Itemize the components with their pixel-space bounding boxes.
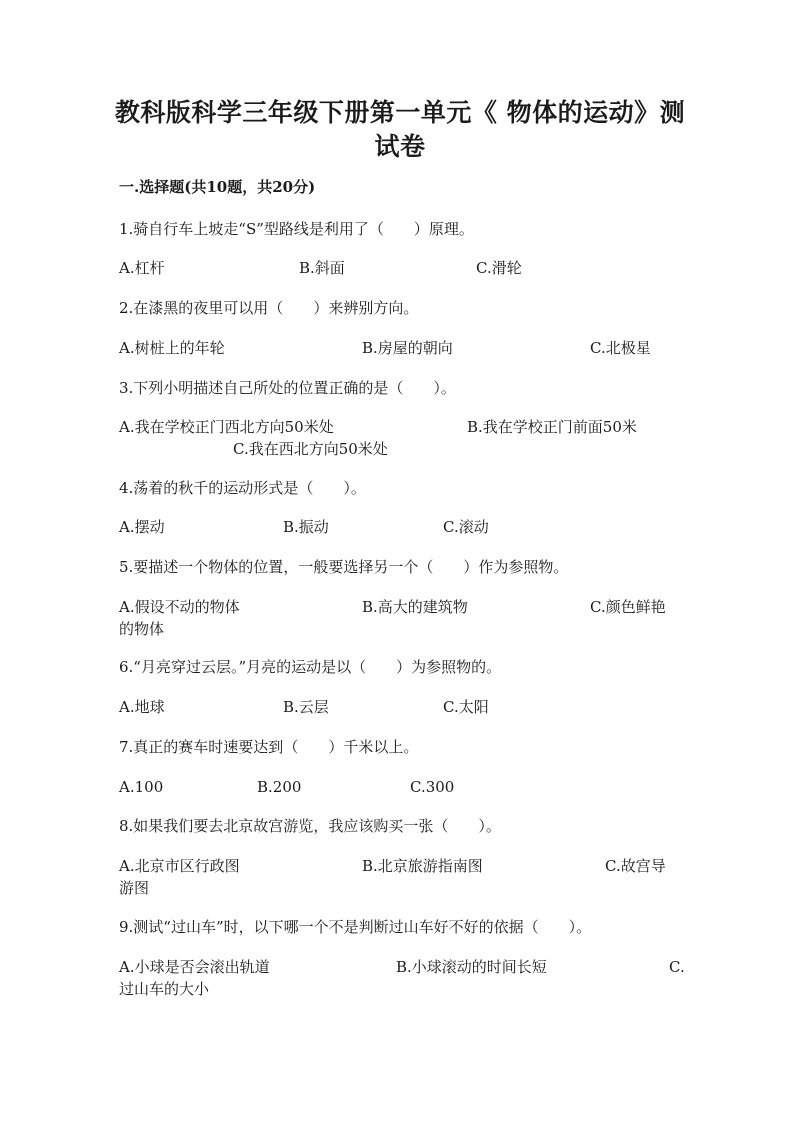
option-c: C.300 (410, 778, 455, 796)
option-c: C.太阳 (443, 698, 489, 716)
option-a: A.北京市区行政图 (119, 857, 240, 875)
question-8-options (119, 855, 689, 899)
option-a: A.我在学校正门西北方向50米处 (119, 418, 334, 436)
option-wrap-text: 过山车的大小 (119, 980, 210, 998)
option-c: C.北极星 (590, 339, 651, 357)
option-b: B.振动 (283, 518, 329, 536)
option-wrap-text: 的物体 (119, 620, 165, 638)
option-a: A.100 (119, 778, 164, 796)
option-b: B.我在学校正门前面50米 (467, 418, 637, 436)
question-9-options (119, 956, 689, 1000)
question-1: 1.骑自行车上坡走“S”型路线是利用了（ ）原理。 (119, 220, 474, 238)
option-c: C. (669, 958, 685, 976)
option-a: A.杠杆 (119, 259, 165, 277)
option-b: B.小球滚动的时间长短 (396, 958, 547, 976)
question-7: 7.真正的赛车时速要达到（ ）千米以上。 (119, 738, 419, 756)
option-a: A.摆动 (119, 518, 165, 536)
section-heading: 一.选择题(共10题，共20分) (119, 178, 316, 196)
question-1-options (119, 257, 689, 301)
option-c: C.颜色鲜艳 (590, 598, 666, 616)
question-6: 6.“月亮穿过云层。”月亮的运动是以（ ）为参照物的。 (119, 658, 502, 676)
question-5: 5.要描述一个物体的位置，一般要选择另一个（ ）作为参照物。 (119, 558, 569, 576)
option-b: B.北京旅游指南图 (362, 857, 483, 875)
option-b: B.斜面 (299, 259, 345, 277)
option-a: A.假设不动的物体 (119, 598, 240, 616)
question-7-options (119, 776, 689, 820)
option-c: C.滚动 (443, 518, 489, 536)
question-4: 4.荡着的秋千的运动形式是（ ）。 (119, 479, 366, 497)
title-line-2: 试卷 (374, 132, 426, 161)
page-title (110, 96, 690, 164)
question-4-options (119, 516, 689, 560)
question-3: 3.下列小明描述自己所处的位置正确的是（ ）。 (119, 379, 456, 397)
question-3-options (119, 416, 689, 460)
question-9: 9.测试“过山车”时，以下哪一个不是判断过山车好不好的依据（ ）。 (119, 918, 592, 936)
option-b: B.200 (257, 778, 302, 796)
option-c: C.我在西北方向50米处 (233, 440, 388, 458)
option-b: B.云层 (283, 698, 329, 716)
question-2-options (119, 337, 689, 381)
option-c: C.滑轮 (476, 259, 522, 277)
option-c: C.故宫导 (605, 857, 666, 875)
option-b: B.高大的建筑物 (362, 598, 468, 616)
option-a: A.小球是否会滚出轨道 (119, 958, 270, 976)
option-wrap-text: 游图 (119, 879, 150, 897)
option-a: A.地球 (119, 698, 165, 716)
question-5-options (119, 596, 689, 640)
question-2: 2.在漆黑的夜里可以用（ ）来辨别方向。 (119, 299, 419, 317)
question-8: 8.如果我们要去北京故宫游览，我应该购买一张（ ）。 (119, 817, 501, 835)
question-6-options (119, 696, 689, 740)
title-line-1: 教科版科学三年级下册第一单元《 物体的运动》测 (114, 98, 686, 127)
option-b: B.房屋的朝向 (362, 339, 453, 357)
option-a: A.树桩上的年轮 (119, 339, 225, 357)
